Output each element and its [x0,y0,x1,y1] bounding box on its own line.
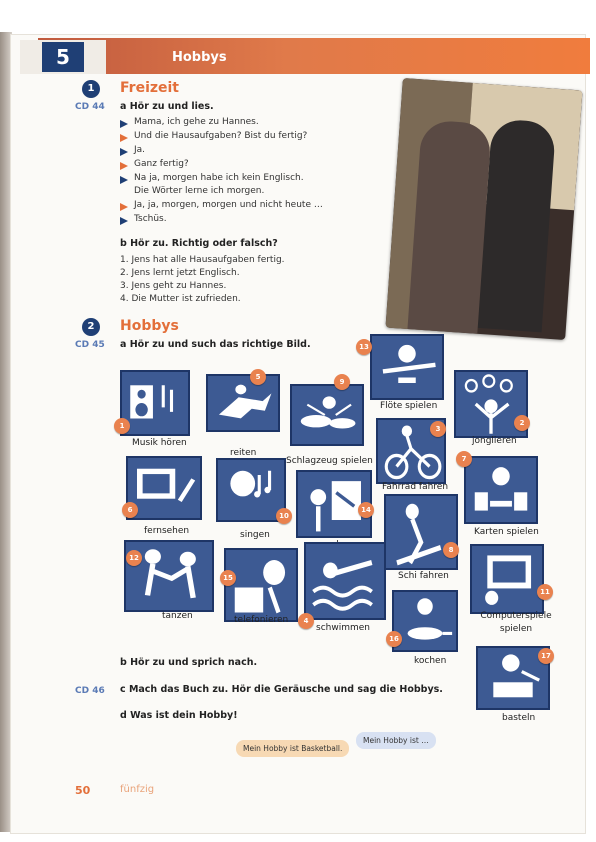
hobby-label: Karten spielen [474,527,539,537]
dialogue-line: Die Wörter lerne ich morgen. [134,186,265,196]
instruction-1b: b Hör zu. Richtig oder falsch? [120,238,278,249]
computer-icon [472,546,542,612]
hobby-number-pin: 1 [114,418,130,434]
hobby-label: singen [240,530,270,540]
hobby-picture-flute [370,334,444,400]
speaker-son-icon [120,148,128,156]
hobby-label: reiten [230,448,257,458]
hobby-label: schwimmen [316,623,370,633]
hobby-label: fernsehen [144,526,190,536]
instruction-2b: b Hör zu und sprich nach. [120,657,258,668]
chapter-title: Hobbys [172,50,227,65]
section-title-hobbys: Hobbys [120,318,179,334]
cd-track-46: CD 46 [75,686,105,696]
hobby-number-pin: 10 [276,508,292,524]
hobby-picture-drums [290,384,364,446]
hobby-picture-swim [304,542,386,620]
speaker-son-icon [120,120,128,128]
dialogue-line: Mama, ich gehe zu Hannes. [134,117,259,127]
dialogue-line: Tschüs. [134,214,167,224]
hobby-label: jonglieren [472,436,517,446]
hobby-label: tanzen [162,611,193,621]
instruction-2c: c Mach das Buch zu. Hör die Geräusche und sag die Hobbys. [120,684,443,695]
dialogue-line: Und die Hausaufgaben? Bist du fertig? [134,131,308,141]
music-icon [122,372,188,434]
hobby-number-pin: 2 [514,415,530,431]
ski-icon [386,496,456,568]
header-banner [38,38,590,74]
hobby-picture-horse [206,374,280,432]
instruction-2a: a Hör zu und such das richtige Bild. [120,339,311,350]
exercise-1-badge: 1 [82,80,100,98]
hobby-number-pin: 7 [456,451,472,467]
horse-icon [208,376,278,430]
page-number: 50 [75,784,91,797]
hobby-label: Schi fahren [398,571,449,581]
speaker-son-icon [120,176,128,184]
drums-icon [292,386,362,444]
speaker-son-icon [120,217,128,225]
hobby-number-pin: 15 [220,570,236,586]
phone-icon [226,550,296,620]
cd-track-44: CD 44 [75,102,105,112]
statement: 2. Jens lernt jetzt Englisch. [120,268,240,278]
hobby-picture-phone [224,548,298,622]
hobby-number-pin: 5 [250,369,266,385]
hobby-number-pin: 3 [430,421,446,437]
hobby-picture-computer [470,544,544,614]
hobby-number-pin: 16 [386,631,402,647]
cd-track-45: CD 45 [75,340,105,350]
hobby-label: Fahrrad fahren [382,482,449,492]
instruction-2d: d Was ist dein Hobby! [120,710,238,721]
instruction-1a: a Hör zu und lies. [120,101,214,112]
dialogue-line: Ja, ja, morgen, morgen und nicht heute … [134,200,323,210]
flute-icon [372,336,442,398]
hobby-number-pin: 4 [298,613,314,629]
statement: 4. Die Mutter ist zufrieden. [120,294,241,304]
hobby-number-pin: 12 [126,550,142,566]
hobby-picture-music [120,370,190,436]
hobby-number-pin: 9 [334,374,350,390]
hobby-picture-ski [384,494,458,570]
hobby-label: Computerspiele spielen [480,611,552,634]
hobby-number-pin: 6 [122,502,138,518]
hobby-label: kochen [414,656,447,666]
tv-icon [128,458,200,518]
photo-mother-and-son [385,78,582,340]
hobby-number-pin: 17 [538,648,554,664]
speech-bubble-left: Mein Hobby ist Basketball. [236,740,349,757]
dialogue-line: Ganz fertig? [134,159,189,169]
cook-icon [394,592,456,650]
hobby-picture-cards [464,456,538,524]
hobby-picture-cook [392,590,458,652]
speaker-mother-icon [120,134,128,142]
hobby-label: Schlagzeug spielen [286,456,373,466]
hobby-number-pin: 14 [358,502,374,518]
hobby-number-pin: 13 [356,339,372,355]
dialogue-line: Ja. [134,145,146,155]
swim-icon [306,544,384,618]
cards-icon [466,458,536,522]
hobby-label: telefonieren [234,615,289,625]
statement: 1. Jens hat alle Hausaufgaben fertig. [120,255,285,265]
exercise-2-badge: 2 [82,318,100,336]
statement: 3. Jens geht zu Hannes. [120,281,227,291]
hobby-number-pin: 8 [443,542,459,558]
hobby-label: basteln [502,713,536,723]
hobby-label: Musik hören [132,438,187,448]
speaker-mother-icon [120,203,128,211]
dialogue-line: Na ja, morgen habe ich kein Englisch. [134,173,304,183]
speaker-mother-icon [120,162,128,170]
page-number-word: fünfzig [120,784,155,795]
hobby-number-pin: 11 [537,584,553,600]
chapter-number: 5 [42,42,84,72]
hobby-label: Flöte spielen [380,401,438,411]
section-title-freizeit: Freizeit [120,80,180,96]
sing-icon [218,460,284,520]
speech-bubble-right: Mein Hobby ist … [356,732,436,749]
